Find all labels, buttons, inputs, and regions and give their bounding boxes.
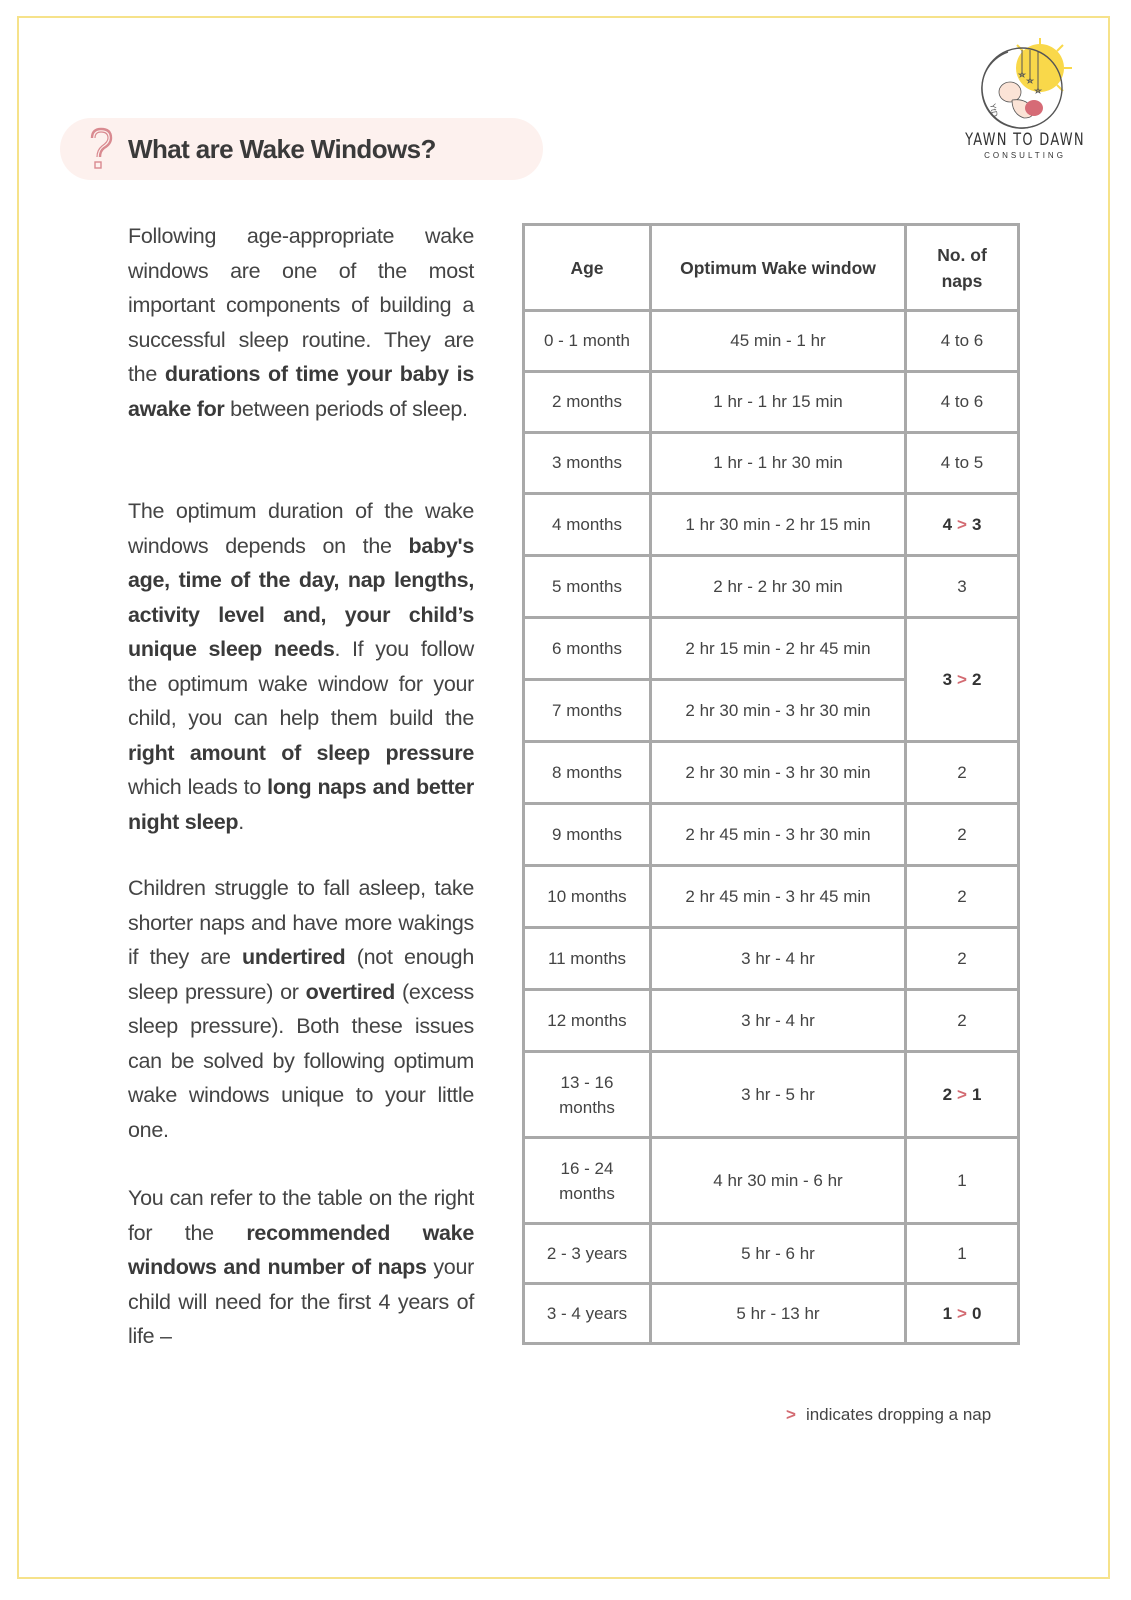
wake-window-cell: 2 hr 30 min - 3 hr 30 min — [651, 680, 906, 742]
naps-cell: 2 — [906, 990, 1019, 1052]
table-row — [524, 1138, 1019, 1224]
age-value: 9 months — [552, 824, 622, 844]
bold-text: recommended wake windows and number of naps — [128, 1220, 475, 1279]
age-value: 3 - 4 years — [546, 1303, 628, 1323]
table-row — [524, 866, 1019, 928]
age-cell — [524, 680, 651, 742]
text: Following age-appropriate wake windows are one of the most important components of building a successful sleep routine. They are the — [128, 224, 474, 386]
bold-text: durations of time your baby is awake for — [128, 362, 474, 421]
table-row — [524, 556, 1019, 618]
age-value: 4 months — [552, 514, 622, 534]
wake-window-cell: 2 hr 45 min - 3 hr 30 min — [651, 804, 906, 866]
naps-to: 1 — [971, 1084, 982, 1104]
age-cell — [524, 618, 651, 680]
question-mark-icon — [86, 126, 116, 172]
naps-cell: 1 — [906, 1138, 1019, 1224]
legend-text: indicates dropping a nap — [805, 1405, 992, 1424]
age-value: 8 months — [552, 762, 622, 782]
bold-text: undertired — [242, 945, 346, 969]
age-cell — [524, 494, 651, 556]
age-value: 10 months — [547, 886, 627, 906]
wake-window-cell: 2 hr - 2 hr 30 min — [651, 556, 906, 618]
text: You can refer to the table on the right for the — [128, 1186, 474, 1245]
naps-cell: 4 to 5 — [906, 433, 1019, 494]
age-cell — [524, 372, 651, 433]
table-header-row — [524, 225, 1019, 311]
header-naps: No. of naps — [906, 225, 1019, 311]
wake-window-cell: 1 hr 30 min - 2 hr 15 min — [651, 494, 906, 556]
wake-window-cell: 2 hr 45 min - 3 hr 45 min — [651, 866, 906, 928]
naps-cell: 2 — [906, 866, 1019, 928]
age-cell — [524, 1224, 651, 1284]
logo — [950, 38, 1100, 163]
age-value: 2 - 3 years — [546, 1243, 628, 1263]
naps-cell: 4 to 6 — [906, 372, 1019, 433]
naps-to: 2 — [971, 669, 982, 689]
text: (excess sleep pressure). Both these issues can be solved by following optimum wake windows unique to your little one. — [128, 979, 475, 1142]
drop-nap-arrow-icon: > — [957, 514, 967, 534]
age-cell — [524, 1052, 651, 1138]
bold-text: overtired — [305, 979, 395, 1004]
header-age: Age — [524, 225, 651, 311]
naps-cell — [906, 494, 1019, 556]
drop-nap-arrow-icon: > — [786, 1405, 796, 1424]
wake-window-cell: 2 hr 15 min - 2 hr 45 min — [651, 618, 906, 680]
age-cell — [524, 990, 651, 1052]
wake-window-cell: 3 hr - 4 hr — [651, 990, 906, 1052]
age-value: 2 months — [552, 392, 622, 411]
wake-window-cell: 5 hr - 13 hr — [651, 1284, 906, 1344]
text: which leads to — [128, 775, 268, 799]
text: Children struggle to fall asleep, take shorter naps and have more wakings if they are — [128, 876, 474, 969]
table-row — [524, 311, 1019, 372]
naps-from: 3 — [942, 669, 953, 689]
table-row — [524, 618, 1019, 680]
naps-cell: 4 to 6 — [906, 311, 1019, 372]
wake-window-cell: 45 min - 1 hr — [651, 311, 906, 372]
svg-text:YtD: YtD — [988, 102, 1000, 118]
bold-text: baby's age, time of the day, nap lengths, activity level and, your child’s unique sleep needs — [128, 533, 474, 661]
age-value: 3 months — [552, 453, 622, 472]
wake-window-cell: 1 hr - 1 hr 15 min — [651, 372, 906, 433]
age-value: 0 - 1 month — [544, 331, 630, 350]
text: between periods of sleep. — [224, 396, 468, 421]
age-cell — [524, 433, 651, 494]
naps-cell — [906, 1052, 1019, 1138]
table-row — [524, 804, 1019, 866]
age-cell — [524, 556, 651, 618]
logo-subtitle: CONSULTING — [984, 151, 1066, 160]
age-value: 11 months — [547, 948, 627, 968]
table-row — [524, 928, 1019, 990]
naps-from: 1 — [942, 1303, 953, 1323]
table-row — [524, 372, 1019, 433]
age-cell — [524, 804, 651, 866]
naps-to: 0 — [971, 1303, 982, 1323]
wake-window-cell: 3 hr - 5 hr — [651, 1052, 906, 1138]
wake-window-table — [522, 223, 1020, 1345]
table-row — [524, 1052, 1019, 1138]
paragraph-3 — [128, 871, 474, 1147]
table-row — [524, 742, 1019, 804]
wake-window-cell: 2 hr 30 min - 3 hr 30 min — [651, 742, 906, 804]
age-cell — [524, 311, 651, 372]
paragraph-1 — [128, 219, 474, 426]
text: The optimum duration of the wake windows depends on the — [128, 499, 474, 558]
age-value: 12 months — [547, 1010, 627, 1030]
naps-from: 4 — [942, 514, 953, 534]
bold-text: right amount of sleep pressure — [128, 740, 474, 765]
age-value: 16 - 24 months — [559, 1158, 615, 1203]
age-cell — [524, 928, 651, 990]
table-row — [524, 1224, 1019, 1284]
age-value: 6 months — [552, 638, 622, 658]
table-row — [524, 433, 1019, 494]
age-value: 13 - 16 months — [559, 1072, 615, 1117]
age-cell — [524, 742, 651, 804]
section-header — [60, 118, 543, 180]
age-cell — [524, 866, 651, 928]
age-cell — [524, 1284, 651, 1344]
drop-nap-arrow-icon: > — [957, 1084, 967, 1104]
naps-cell: 2 — [906, 742, 1019, 804]
paragraph-4 — [128, 1181, 474, 1354]
text: (not enough sleep pressure) or — [128, 945, 474, 1004]
naps-cell — [906, 1284, 1019, 1344]
naps-to: 3 — [971, 514, 982, 534]
bold-text: long naps and better night sleep — [128, 775, 474, 834]
naps-cell: 1 — [906, 1224, 1019, 1284]
naps-cell: 2 — [906, 804, 1019, 866]
wake-window-cell: 1 hr - 1 hr 30 min — [651, 433, 906, 494]
age-cell — [524, 1138, 651, 1224]
text: . — [238, 809, 244, 834]
table-row — [524, 494, 1019, 556]
age-value: 7 months — [552, 700, 622, 720]
logo-moon-baby-icon — [972, 38, 1078, 130]
header-wake-window: Optimum Wake window — [651, 225, 906, 311]
drop-nap-arrow-icon: > — [957, 669, 967, 689]
wake-window-cell: 4 hr 30 min - 6 hr — [651, 1138, 906, 1224]
wake-window-cell: 5 hr - 6 hr — [651, 1224, 906, 1284]
legend — [786, 1405, 991, 1425]
naps-from: 2 — [942, 1084, 953, 1104]
page-title: What are Wake Windows? — [128, 134, 436, 164]
table-row — [524, 1284, 1019, 1344]
logo-name: YAWN TO DAWN — [965, 130, 1085, 150]
paragraph-2 — [128, 494, 474, 839]
age-value: 5 months — [552, 576, 622, 596]
text: . If you follow the optimum wake window for your child, you can help them build the — [128, 637, 474, 730]
naps-cell: 2 — [906, 928, 1019, 990]
naps-cell: 3 — [906, 556, 1019, 618]
text: your child will need for the first 4 years of life – — [128, 1255, 474, 1348]
naps-cell — [906, 618, 1019, 742]
table-row — [524, 990, 1019, 1052]
wake-window-cell: 3 hr - 4 hr — [651, 928, 906, 990]
drop-nap-arrow-icon: > — [957, 1303, 967, 1323]
